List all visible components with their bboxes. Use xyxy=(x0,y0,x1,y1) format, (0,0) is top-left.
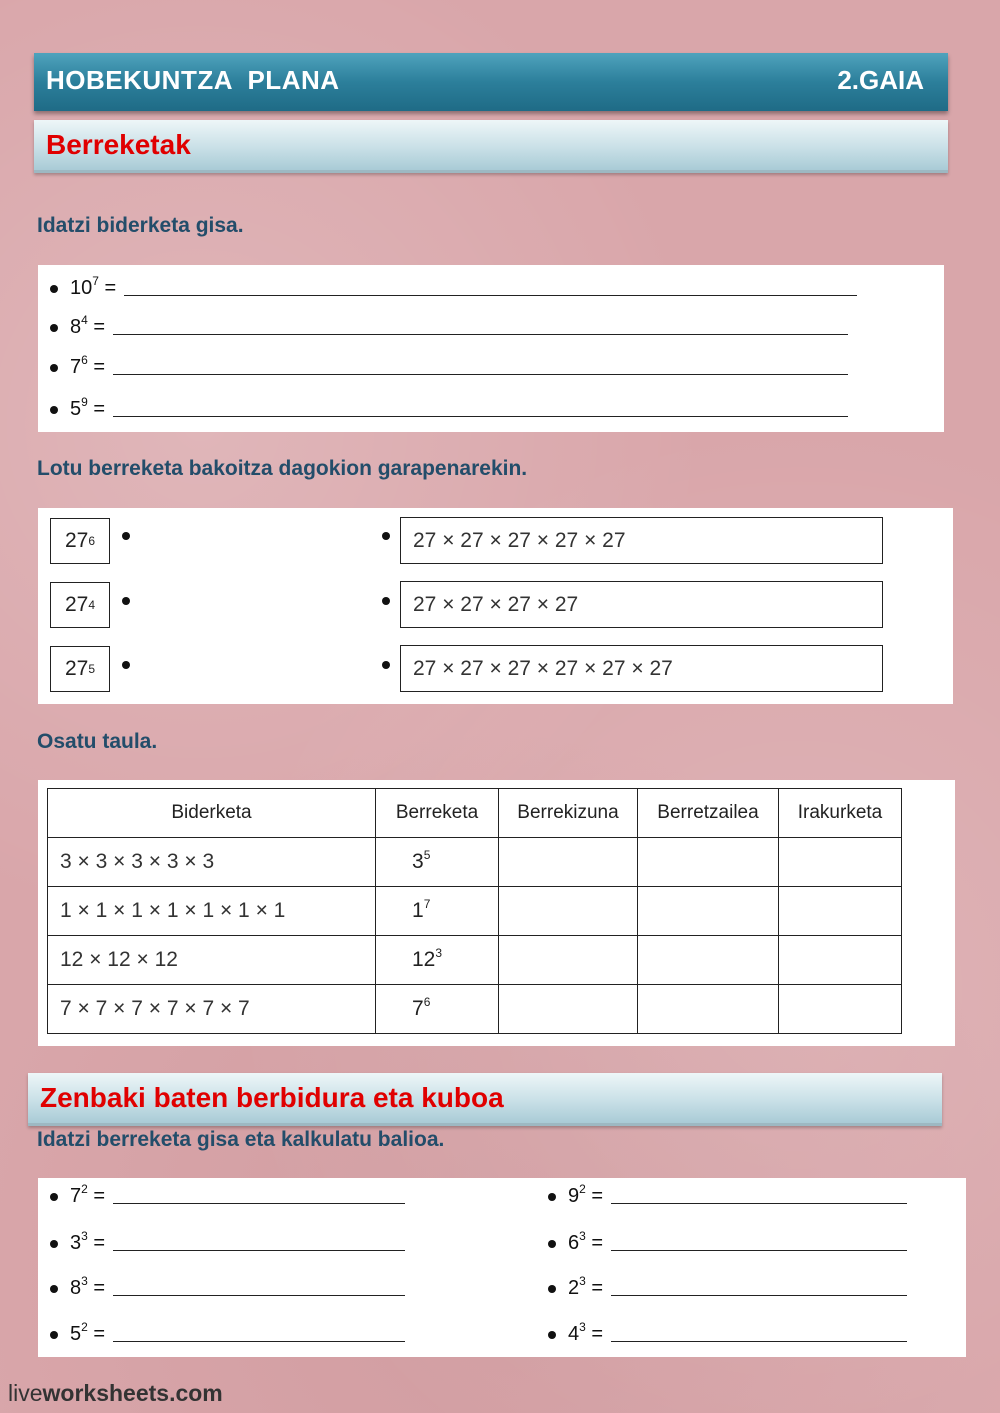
base-input-cell[interactable] xyxy=(499,838,638,887)
bullet-icon xyxy=(50,285,58,293)
reading-input-cell[interactable] xyxy=(779,985,902,1034)
footer-brand: liveworksheets.com xyxy=(8,1380,223,1406)
product-cell: 7 × 7 × 7 × 7 × 7 × 7 xyxy=(48,985,376,1034)
answer-line[interactable] xyxy=(113,1250,405,1251)
match-dot-right[interactable] xyxy=(382,597,390,605)
base-input-cell[interactable] xyxy=(499,887,638,936)
base-input-cell[interactable] xyxy=(499,985,638,1034)
bullet-icon xyxy=(50,324,58,332)
power-cell: $3^5$ xyxy=(376,838,499,887)
exercise2-panel xyxy=(38,508,953,704)
table-header-row xyxy=(48,789,902,838)
bullet-icon xyxy=(548,1331,556,1339)
power-cell: $12^3$ xyxy=(376,936,499,985)
power-box: 27 5 xyxy=(50,646,110,692)
bullet-icon xyxy=(548,1193,556,1201)
exercise1-panel xyxy=(38,265,944,432)
list-item: $10^7$ = xyxy=(50,277,857,300)
answer-line[interactable] xyxy=(611,1250,907,1251)
column-header: Berreketa xyxy=(376,789,499,838)
match-dot-left[interactable] xyxy=(122,661,130,669)
product-cell: 1 × 1 × 1 × 1 × 1 × 1 × 1 xyxy=(48,887,376,936)
answer-line[interactable] xyxy=(113,1203,405,1204)
powers-table xyxy=(47,788,902,1034)
development-box: 27 × 27 × 27 × 27 × 27 × 27 xyxy=(400,645,883,692)
column-header: Irakurketa xyxy=(779,789,902,838)
answer-line[interactable] xyxy=(124,295,857,296)
list-item: $2^3$ = xyxy=(548,1277,907,1300)
bullet-icon xyxy=(50,1285,58,1293)
answer-line[interactable] xyxy=(611,1203,907,1204)
bullet-icon xyxy=(548,1240,556,1248)
development-box: 27 × 27 × 27 × 27 × 27 xyxy=(400,517,883,564)
exponent-input-cell[interactable] xyxy=(638,838,779,887)
answer-line[interactable] xyxy=(113,374,848,375)
list-item: $7^2$ = xyxy=(50,1185,405,1208)
answer-line[interactable] xyxy=(113,416,848,417)
header-bar xyxy=(34,53,948,111)
table-row xyxy=(48,887,902,936)
exponent-input-cell[interactable] xyxy=(638,887,779,936)
reading-input-cell[interactable] xyxy=(779,887,902,936)
exponent-input-cell[interactable] xyxy=(638,985,779,1034)
table-row xyxy=(48,985,902,1034)
bullet-icon xyxy=(50,364,58,372)
section-title: Berreketak xyxy=(46,129,191,160)
list-item: $5^2$ = xyxy=(50,1323,405,1346)
table-row xyxy=(48,838,902,887)
column-header: Berretzailea xyxy=(638,789,779,838)
column-header: Berrekizuna xyxy=(499,789,638,838)
list-item: $5^9$ = xyxy=(50,398,848,421)
match-dot-left[interactable] xyxy=(122,532,130,540)
answer-line[interactable] xyxy=(113,334,848,335)
answer-line[interactable] xyxy=(113,1341,405,1342)
reading-input-cell[interactable] xyxy=(779,936,902,985)
list-item: $8^4$ = xyxy=(50,316,848,339)
answer-line[interactable] xyxy=(611,1295,907,1296)
answer-line[interactable] xyxy=(611,1341,907,1342)
bullet-icon xyxy=(50,406,58,414)
exercise1-instruction: Idatzi biderketa gisa. xyxy=(37,214,244,237)
list-item: $7^6$ = xyxy=(50,356,848,379)
section-title-bar xyxy=(28,1073,942,1126)
reading-input-cell[interactable] xyxy=(779,838,902,887)
power-cell: $7^6$ xyxy=(376,985,499,1034)
table-row xyxy=(48,936,902,985)
power-cell: $1^7$ xyxy=(376,887,499,936)
list-item: $3^3$ = xyxy=(50,1232,405,1255)
bullet-icon xyxy=(548,1285,556,1293)
unit-label: 2.GAIA xyxy=(837,65,924,95)
base-input-cell[interactable] xyxy=(499,936,638,985)
match-dot-left[interactable] xyxy=(122,597,130,605)
exercise3-instruction: Osatu taula. xyxy=(37,730,158,753)
exercise4-instruction: Idatzi berreketa gisa eta kalkulatu balioa. xyxy=(37,1128,445,1151)
list-item: $4^3$ = xyxy=(548,1323,907,1346)
development-box: 27 × 27 × 27 × 27 xyxy=(400,581,883,628)
match-dot-right[interactable] xyxy=(382,532,390,540)
power-box: 27 4 xyxy=(50,582,110,628)
list-item: $9^2$ = xyxy=(548,1185,907,1208)
answer-line[interactable] xyxy=(113,1295,405,1296)
power-box: 27 6 xyxy=(50,518,110,564)
exercise4-panel xyxy=(38,1178,966,1357)
product-cell: 12 × 12 × 12 xyxy=(48,936,376,985)
exponent-input-cell[interactable] xyxy=(638,936,779,985)
list-item: $8^3$ = xyxy=(50,1277,405,1300)
bullet-icon xyxy=(50,1240,58,1248)
exercise2-instruction: Lotu berreketa bakoitza dagokion garapenarekin. xyxy=(37,457,528,480)
product-cell: 3 × 3 × 3 × 3 × 3 xyxy=(48,838,376,887)
page-title: HOBEKUNTZA PLANA xyxy=(46,65,340,95)
bullet-icon xyxy=(50,1331,58,1339)
section-title-bar xyxy=(34,120,948,173)
match-dot-right[interactable] xyxy=(382,661,390,669)
column-header: Biderketa xyxy=(48,789,376,838)
bullet-icon xyxy=(50,1193,58,1201)
section-title: Zenbaki baten berbidura eta kuboa xyxy=(40,1082,504,1113)
list-item: $6^3$ = xyxy=(548,1232,907,1255)
